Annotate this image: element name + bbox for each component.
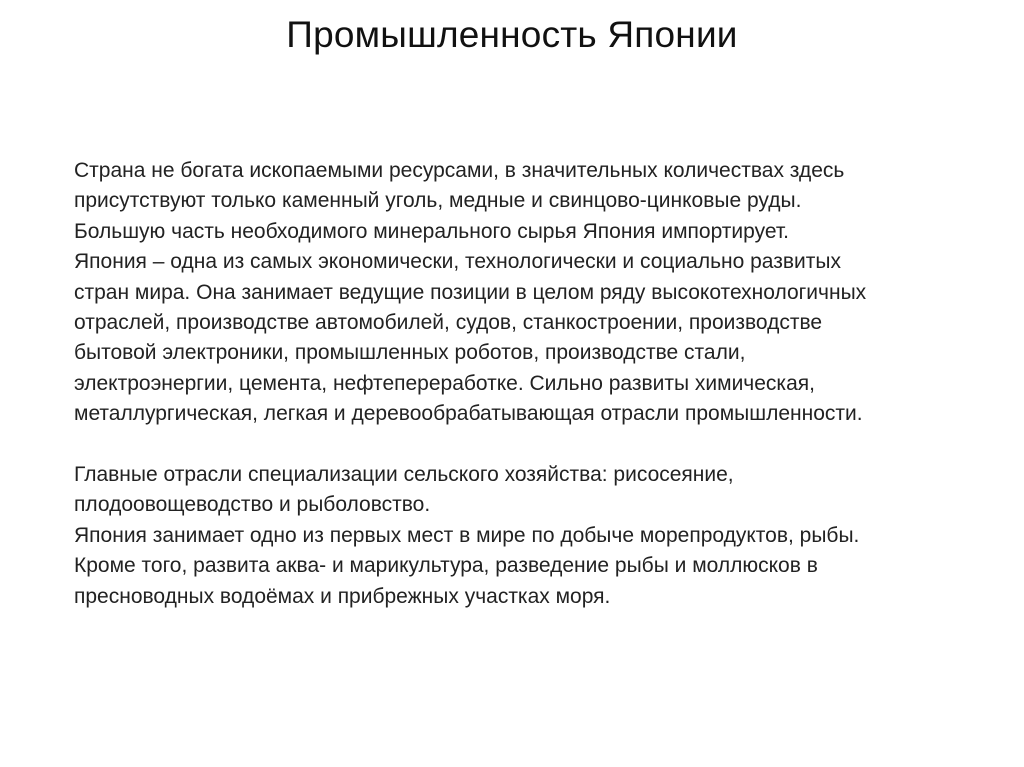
text-line: Главные отрасли специализации сельского хозяйства: рисосеяние, <box>74 463 734 487</box>
text-line: бытовой электроники, промышленных роботов, производстве стали, <box>74 341 746 365</box>
paragraph-spacer <box>74 430 974 460</box>
text-line: Страна не богата ископаемыми ресурсами, в значительных количествах здесь <box>74 159 845 182</box>
text-line: плодоовощеводство и рыболовство. <box>74 493 431 517</box>
text-line: стран мира. Она занимает ведущие позиции в целом ряду высокотехнологичных <box>74 280 867 304</box>
slide-body <box>74 156 974 612</box>
paragraph-industry <box>74 156 974 430</box>
text-line: Большую часть необходимого минерального сырья Япония импортирует. <box>74 219 789 243</box>
text-line: Кроме того, развита аква- и марикультура, разведение рыбы и моллюсков в <box>74 554 818 578</box>
text-line: электроэнергии, цемента, нефтепереработке. Сильно развиты химическая, <box>74 371 815 395</box>
slide-title: Промышленность Японии <box>286 14 738 55</box>
text-line: металлургическая, легкая и деревообрабатывающая отрасли промышленности. <box>74 402 863 426</box>
text-line: Япония – одна из самых экономически, технологически и социально развитых <box>74 250 841 274</box>
paragraph-agriculture <box>74 460 974 612</box>
text-line: пресноводных водоёмах и прибрежных участках моря. <box>74 584 611 608</box>
text-line: присутствуют только каменный уголь, медные и свинцово-цинковые руды. <box>74 189 802 213</box>
text-line: отраслей, производстве автомобилей, судов, станкостроении, производстве <box>74 311 823 335</box>
text-line: Япония занимает одно из первых мест в мире по добыче морепродуктов, рыбы. <box>74 523 860 547</box>
